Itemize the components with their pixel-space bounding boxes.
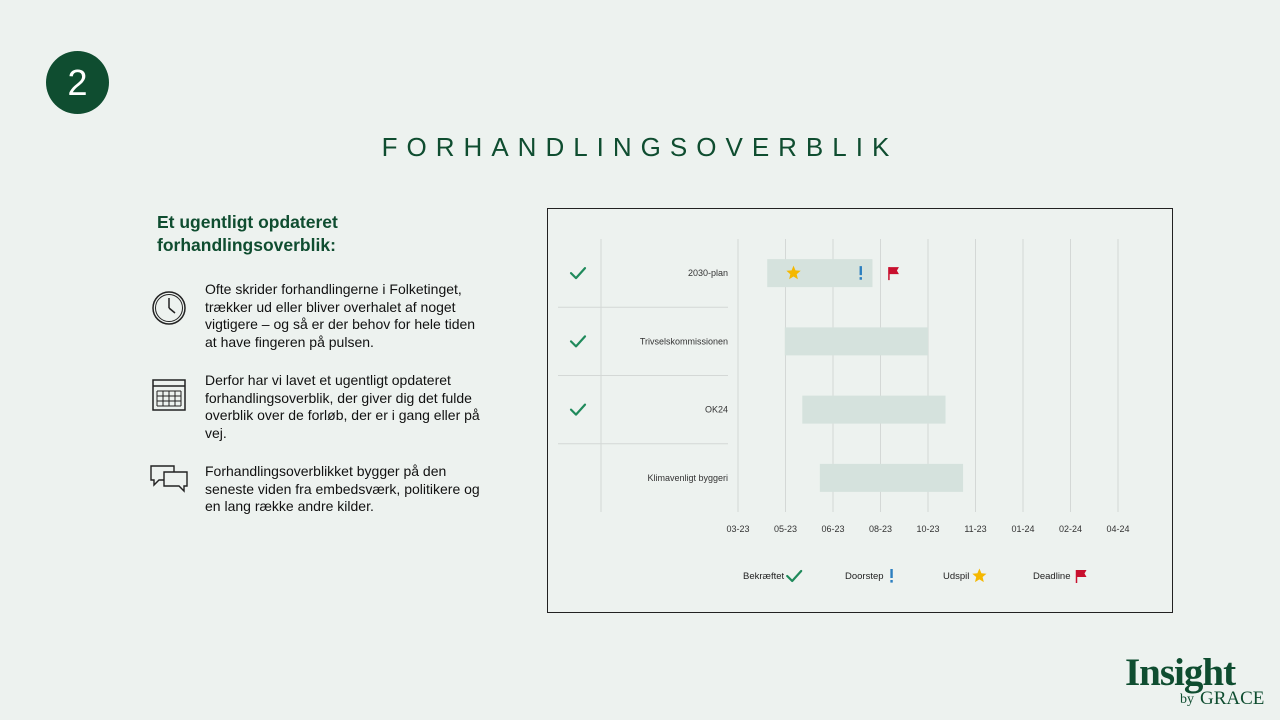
x-tick-label: 03-23 [726,524,750,534]
legend-flag-icon [1077,570,1087,583]
info-text-2: Derfor har vi lavet et ugentligt opdateret forhandlingsoverblik, der giver dig det fulde overblik over de forløb, der er i gang eller på vej. [205,372,480,441]
confirmed-check-icon [571,336,585,346]
gantt-chart [547,208,1173,613]
confirmed-check-icon [571,405,585,415]
legend-check-icon [787,571,801,581]
task-label: OK24 [704,404,728,415]
deadline-flag-icon [889,267,899,280]
legend-doorstep-icon [890,569,892,583]
gantt-bar [785,327,928,355]
doorstep-icon [860,266,862,280]
legend-label: Udspil [943,571,970,582]
legend-star-icon [972,569,986,583]
x-tick-label: 01-24 [1011,524,1035,534]
x-tick-label: 02-24 [1058,524,1083,534]
clock-icon [150,289,188,327]
x-tick-label: 05-23 [773,524,798,534]
x-tick-label: 06-23 [821,524,845,534]
x-tick-label: 08-23 [868,524,893,534]
x-tick-label: 04-24 [1106,524,1130,534]
legend-label: Bekræftet [743,571,785,582]
calendar-icon [150,377,188,415]
task-label: Trivselskommissionen [639,336,728,347]
task-label: Klimavenligt byggeri [647,472,728,483]
chat-icon [150,463,188,501]
x-tick-label: 11-23 [964,524,987,534]
gantt-bar [767,259,872,287]
insight-by-grace-logo: Insight by GRACE [1125,651,1265,709]
task-label: 2030-plan [687,268,728,279]
info-text-3: Forhandlingsoverblikket bygger på den seneste viden fra embedsværk, politikere og en lang række andre kilder. [205,463,480,514]
gantt-chart-svg [548,209,1172,612]
confirmed-check-icon [571,268,585,278]
legend-label: Deadline [1033,571,1071,582]
x-tick-label: 10-23 [916,524,940,534]
legend-label: Doorstep [845,571,884,582]
info-text-1: Ofte skrider forhandlingerne i Folketinget, trækker ud eller bliver overhalet af noget vigtigere – og så er der behov for hele tiden at have fingeren på pulsen. [205,281,476,350]
gantt-bar [802,396,945,424]
section-number-badge: 2 [46,51,109,114]
page-title: FORHANDLINGSOVERBLIK [381,132,899,162]
subheading: Et ugentligt opdateret forhandlingsoverblik: [157,212,338,255]
gantt-bar [820,464,963,492]
